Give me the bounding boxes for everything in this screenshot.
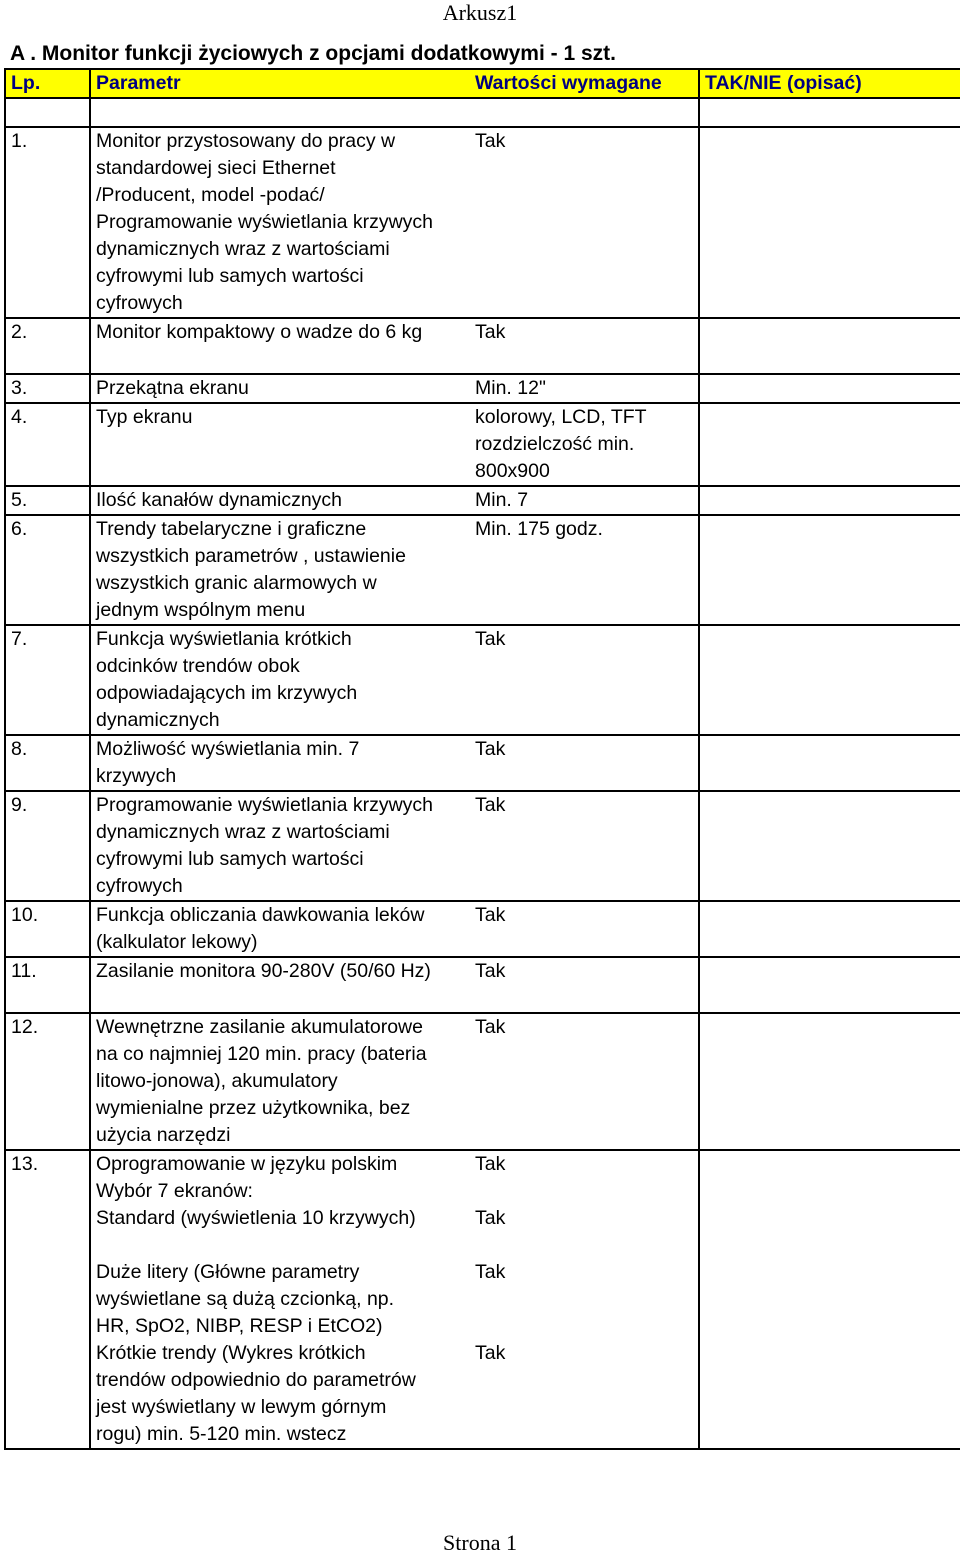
row-lp (5, 1150, 90, 1178)
parameter-text-line: /Producent, model -podać/ (96, 184, 325, 206)
row-parameter (90, 374, 470, 403)
row-number (11, 1259, 89, 1286)
parameter-text-line: wyświetlane są dużą czcionką, np. (96, 1288, 395, 1310)
row-response[interactable] (699, 515, 960, 625)
row-lp (5, 901, 90, 957)
row-number: 4. (11, 406, 28, 428)
required-value-line: 800x900 (475, 460, 550, 482)
parameter-text-line: Przekątna ekranu (96, 377, 249, 399)
row-parameter (90, 403, 470, 486)
row-parameter (90, 515, 470, 625)
required-value-line: Min. 7 (475, 489, 529, 511)
parameter-text-line (96, 346, 470, 373)
required-value-line: Tak (475, 130, 506, 152)
table-row (5, 1205, 960, 1259)
sheet-name: Arkusz1 (442, 0, 518, 25)
parameter-text-line: odpowiadających im krzywych (96, 682, 358, 704)
table-header-row (5, 69, 960, 98)
row-parameter (90, 1150, 470, 1178)
required-value-line: Tak (475, 794, 506, 816)
row-number: 5. (11, 489, 28, 511)
parameter-text-line (96, 431, 470, 458)
row-required-value (470, 1178, 699, 1205)
required-value-line: Tak (475, 904, 506, 926)
parameter-text-line: Krótkie trendy (Wykres krótkich (96, 1342, 366, 1364)
row-lp (5, 403, 90, 486)
row-parameter (90, 127, 470, 318)
parameter-text-line: Standard (wyświetlenia 10 krzywych) (96, 1207, 416, 1229)
parameter-text-line: Typ ekranu (96, 406, 193, 428)
table-row (5, 957, 960, 1013)
row-required-value (470, 735, 699, 791)
row-response[interactable] (699, 127, 960, 318)
row-required-value (470, 318, 699, 374)
row-number: 8. (11, 738, 28, 760)
row-parameter (90, 318, 470, 374)
parameter-text-line: na co najmniej 120 min. pracy (bateria (96, 1043, 427, 1065)
row-parameter (90, 486, 470, 515)
parameter-text-line: Wybór 7 ekranów: (96, 1180, 253, 1202)
row-lp (5, 374, 90, 403)
table-row (5, 901, 960, 957)
row-lp (5, 1205, 90, 1259)
parameter-text-line: litowo-jonowa), akumulatory (96, 1070, 338, 1092)
row-required-value (470, 1259, 699, 1340)
table-row (5, 1150, 960, 1178)
table-row (5, 403, 960, 486)
table-row (5, 1013, 960, 1150)
parameter-text-line: Programowanie wyświetlania krzywych (96, 794, 434, 816)
parameter-text-line: dynamicznych wraz z wartościami (96, 238, 390, 260)
parameter-text-line: cyfrowymi lub samych wartości (96, 848, 364, 870)
row-parameter (90, 957, 470, 1013)
table-row (5, 791, 960, 901)
row-required-value (470, 791, 699, 901)
required-value-line: Tak (475, 1261, 506, 1283)
table-row (5, 1259, 960, 1340)
spec-table (4, 68, 960, 1450)
row-required-value (470, 1340, 699, 1449)
parameter-text-line: trendów odpowiednio do parametrów (96, 1369, 416, 1391)
row-required-value (470, 403, 699, 486)
row-response[interactable] (699, 1150, 960, 1178)
parameter-text-line: odcinków trendów obok (96, 655, 300, 677)
row-lp (5, 1259, 90, 1340)
row-number: 3. (11, 377, 28, 399)
row-number: 12. (11, 1016, 39, 1038)
row-required-value (470, 374, 699, 403)
parameter-text-line: Funkcja obliczania dawkowania leków (96, 904, 425, 926)
row-response[interactable] (699, 625, 960, 735)
required-value-line (475, 1178, 698, 1205)
parameter-text-line (96, 458, 470, 485)
row-required-value (470, 957, 699, 1013)
parameter-text-line: Oprogramowanie w języku polskim (96, 1153, 398, 1175)
required-value-line: Tak (475, 1153, 506, 1175)
row-lp (5, 515, 90, 625)
row-response[interactable] (699, 1205, 960, 1259)
parameter-text-line: wszystkich parametrów , ustawienie (96, 545, 406, 567)
parameter-text-line: użycia narzędzi (96, 1124, 231, 1146)
parameter-text-line: HR, SpO2, NIBP, RESP i EtCO2) (96, 1315, 383, 1337)
row-required-value (470, 515, 699, 625)
section-title: A . Monitor funkcji życiowych z opcjami dodatkowymi - 1 szt. (10, 42, 616, 65)
row-parameter (90, 1178, 470, 1205)
row-response[interactable] (699, 486, 960, 515)
header-required: Wartości wymagane (470, 69, 699, 98)
parameter-text-line: (kalkulator lekowy) (96, 931, 258, 953)
row-number (11, 1205, 89, 1232)
parameter-text-line: wszystkich granic alarmowych w (96, 572, 377, 594)
required-value-line: Tak (475, 1207, 506, 1229)
row-response[interactable] (699, 403, 960, 486)
parameter-text-line: cyfrowymi lub samych wartości (96, 265, 364, 287)
table-row (5, 374, 960, 403)
required-value-line: Min. 175 godz. (475, 518, 603, 540)
required-value-line: rozdzielczość min. (475, 433, 635, 455)
row-response[interactable] (699, 1013, 960, 1150)
row-response[interactable] (699, 318, 960, 374)
parameter-text-line (96, 1232, 470, 1259)
row-number: 11. (11, 960, 37, 982)
row-response[interactable] (699, 1259, 960, 1340)
parameter-text-line: rogu) min. 5-120 min. wstecz (96, 1423, 347, 1445)
parameter-text-line: Wewnętrzne zasilanie akumulatorowe (96, 1016, 423, 1038)
row-number: 7. (11, 628, 28, 650)
parameter-text-line: Duże litery (Główne parametry (96, 1261, 360, 1283)
parameter-text-line: cyfrowych (96, 875, 183, 897)
row-number (11, 1340, 89, 1367)
parameter-text-line: wymienialne przez użytkownika, bez (96, 1097, 411, 1119)
parameter-text-line: dynamicznych (96, 709, 220, 731)
row-parameter (90, 1259, 470, 1340)
parameter-text-line: Możliwość wyświetlania min. 7 (96, 738, 360, 760)
row-lp (5, 127, 90, 318)
table-row (5, 127, 960, 318)
row-number: 9. (11, 794, 28, 816)
row-lp (5, 735, 90, 791)
row-number: 10. (11, 904, 39, 926)
row-lp (5, 957, 90, 1013)
row-lp (5, 1013, 90, 1150)
row-parameter (90, 791, 470, 901)
parameter-text-line: Ilość kanałów dynamicznych (96, 489, 343, 511)
parameter-text-line: jednym wspólnym menu (96, 599, 306, 621)
spacer-row (5, 98, 960, 127)
row-number: 2. (11, 321, 28, 343)
parameter-text-line: Zasilanie monitora 90-280V (50/60 Hz) (96, 960, 431, 982)
table-row (5, 735, 960, 791)
row-required-value (470, 1150, 699, 1178)
row-parameter (90, 625, 470, 735)
header-lp: Lp. (5, 69, 90, 98)
row-parameter (90, 901, 470, 957)
row-required-value (470, 901, 699, 957)
row-response[interactable] (699, 1340, 960, 1449)
row-response[interactable] (699, 1178, 960, 1205)
required-value-line: Tak (475, 628, 506, 650)
required-value-line: Min. 12" (475, 377, 546, 399)
parameter-text-line: dynamicznych wraz z wartościami (96, 821, 390, 843)
row-lp (5, 1340, 90, 1449)
row-required-value (470, 127, 699, 318)
parameter-text-line: jest wyświetlany w lewym górnym (96, 1396, 387, 1418)
row-response[interactable] (699, 901, 960, 957)
row-number: 6. (11, 518, 28, 540)
row-number: 13. (11, 1153, 39, 1175)
required-value-line: Tak (475, 960, 506, 982)
required-value-line: Tak (475, 1342, 506, 1364)
row-number (11, 1178, 89, 1205)
required-value-line: Tak (475, 1016, 506, 1038)
row-required-value (470, 1013, 699, 1150)
row-parameter (90, 735, 470, 791)
table-row (5, 486, 960, 515)
row-required-value (470, 625, 699, 735)
parameter-text-line: Monitor kompaktowy o wadze do 6 kg (96, 321, 423, 343)
row-response[interactable] (699, 735, 960, 791)
required-value-line: Tak (475, 738, 506, 760)
row-required-value (470, 486, 699, 515)
parameter-text-line (96, 985, 470, 1012)
row-lp (5, 791, 90, 901)
table-row (5, 318, 960, 374)
parameter-text-line: standardowej sieci Ethernet (96, 157, 336, 179)
parameter-text-line: krzywych (96, 765, 177, 787)
table-row (5, 1340, 960, 1449)
page-footer: Strona 1 (443, 1530, 517, 1555)
row-parameter (90, 1340, 470, 1449)
header-param: Parametr (90, 69, 470, 98)
row-response[interactable] (699, 791, 960, 901)
row-response[interactable] (699, 374, 960, 403)
header-response: TAK/NIE (opisać) (699, 69, 960, 98)
required-value-line: Tak (475, 321, 506, 343)
parameter-text-line: Monitor przystosowany do pracy w (96, 130, 396, 152)
row-response[interactable] (699, 957, 960, 1013)
parameter-text-line: cyfrowych (96, 292, 183, 314)
parameter-text-line: Funkcja wyświetlania krótkich (96, 628, 352, 650)
row-lp (5, 486, 90, 515)
row-number: 1. (11, 130, 28, 152)
parameter-text-line: Trendy tabelaryczne i graficzne (96, 518, 367, 540)
row-parameter (90, 1205, 470, 1259)
table-row (5, 1178, 960, 1205)
row-lp (5, 1178, 90, 1205)
parameter-text-line: Programowanie wyświetlania krzywych (96, 211, 434, 233)
table-row (5, 515, 960, 625)
row-lp (5, 625, 90, 735)
row-required-value (470, 1205, 699, 1259)
row-parameter (90, 1013, 470, 1150)
required-value-line: kolorowy, LCD, TFT (475, 406, 647, 428)
table-row (5, 625, 960, 735)
row-lp (5, 318, 90, 374)
